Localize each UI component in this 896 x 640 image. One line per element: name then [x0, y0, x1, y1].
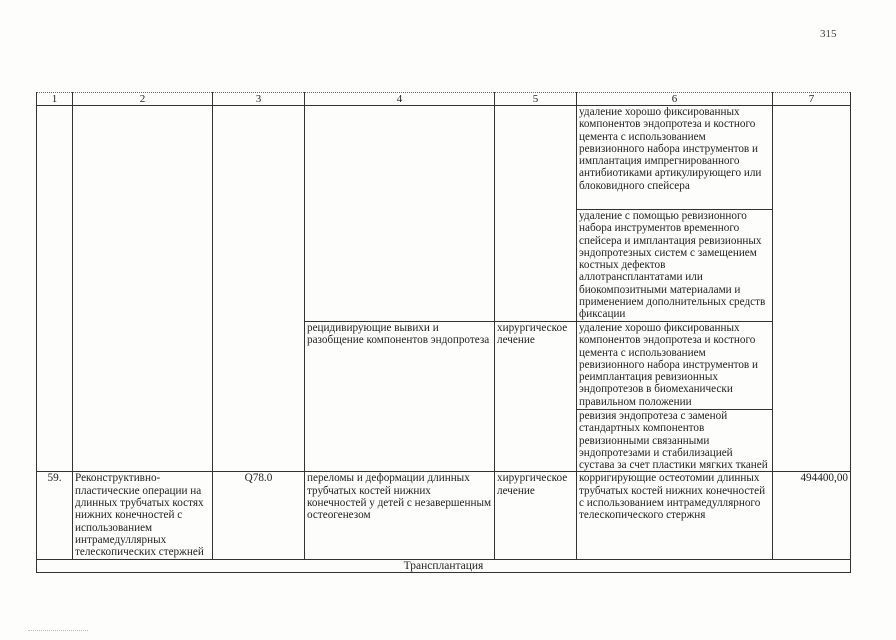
continuation-name-cell: [73, 106, 213, 472]
continuation-row: [37, 106, 851, 210]
continuation-cost-cell: [773, 106, 851, 472]
section-title: Трансплантация: [37, 560, 851, 573]
continuation-model-cell: [305, 106, 495, 322]
section-row: [37, 560, 851, 573]
table-row: [37, 472, 851, 560]
treatment-method: корригирующие остеотомии длинных трубчатых костей нижних конечностей с использованием интрамедуллярного телескопического стержня: [577, 472, 773, 560]
care-type-name: Реконструктивно-пластические операции на длинных трубчатых костях нижних конечностей с использованием интрамедуллярных телескопических стержней: [73, 472, 213, 560]
column-header-6: 6: [577, 93, 773, 106]
continuation-number-cell: [37, 106, 73, 472]
row-number: 59.: [37, 472, 73, 560]
method-cell: ревизия эндопротеза с заменой стандартных компонентов ревизионными связанными эндопротезами и стабилизацией сустава за счет пластики мягких тканей: [577, 410, 773, 472]
method-cell: удаление хорошо фиксированных компонентов эндопротеза и костного цемента с использованием ревизионного набора инструментов и реимплантация ревизионных эндопротезов в биомеханически правильном положении: [577, 322, 773, 410]
continuation-treatment-cell: [495, 106, 577, 322]
column-number-row: [37, 93, 851, 106]
column-header-4: 4: [305, 93, 495, 106]
medical-care-table: [36, 92, 851, 573]
column-header-1: 1: [37, 93, 73, 106]
page-number: 315: [820, 28, 837, 40]
method-cell: удаление с помощью ревизионного набора инструментов временного спейсера и имплантация ревизионных эндопротезных систем с замещением костных дефектов аллотрансплантатами или биокомпозитными материалами и применением дополнительных средств фиксации: [577, 210, 773, 322]
column-header-7: 7: [773, 93, 851, 106]
column-header-2: 2: [73, 93, 213, 106]
patient-model: переломы и деформации длинных трубчатых костей нижних конечностей у детей с незавершенным остеогенезом: [305, 472, 495, 560]
continuation-icd-cell: [213, 106, 305, 472]
icd-code: Q78.0: [213, 472, 305, 560]
treatment-type: хирургическое лечение: [495, 472, 577, 560]
model-cell: рецидивирующие вывихи и разобщение компонентов эндопротеза: [305, 322, 495, 472]
scan-mark: [28, 630, 88, 632]
treatment-cell: хирургическое лечение: [495, 322, 577, 472]
column-header-3: 3: [213, 93, 305, 106]
column-header-5: 5: [495, 93, 577, 106]
cost-value: 494400,00: [773, 472, 851, 560]
method-cell: удаление хорошо фиксированных компонентов эндопротеза и костного цемента с использованием ревизионного набора инструментов и имплантация импрегнированного антибиотиками артикулирующего или блоковидного спейсера: [577, 106, 773, 210]
